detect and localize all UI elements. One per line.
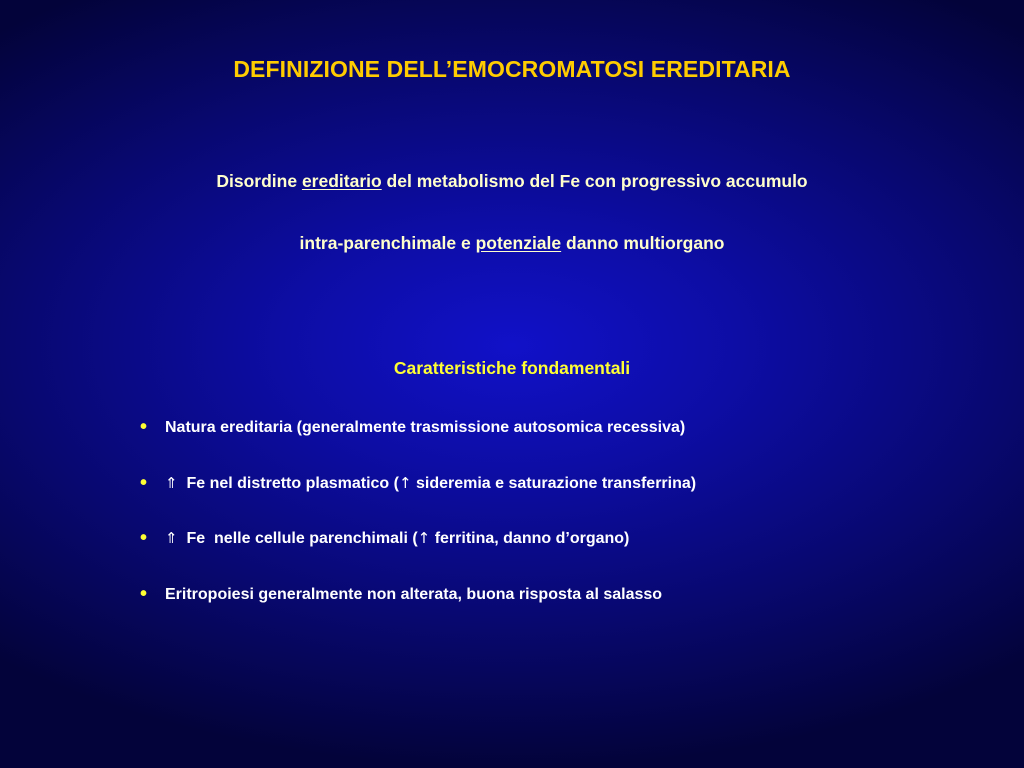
section-subtitle: Caratteristiche fondamentali [393, 358, 631, 378]
double-up-arrow-icon: ⇑ [165, 473, 178, 492]
bullet-text: ferritina, danno d’organo) [430, 530, 630, 547]
definition-line-2 [0, 233, 1024, 254]
definition-underlined-term: ereditario [301, 171, 382, 191]
up-arrow-icon: ↑ [417, 529, 431, 547]
characteristics-list [140, 416, 696, 638]
list-item [140, 583, 696, 639]
bullet-text: sideremia e saturazione transferrina) [411, 474, 697, 492]
bullet-icon: • [140, 527, 148, 549]
definition-text: Disordine [216, 171, 302, 191]
bullet-text: Fe nelle cellule parenchimali ( [177, 530, 418, 547]
bullet-icon: • [140, 582, 148, 605]
bullet-text: Natura ereditaria (generalmente trasmissione autosomica recessiva) [165, 419, 686, 436]
bullet-icon: • [140, 416, 148, 438]
bullet-text: Eritropoiesi generalmente non alterata, buona risposta al salasso [165, 585, 663, 603]
bullet-icon: • [140, 471, 148, 494]
slide-title: DEFINIZIONE DELL’EMOCROMATOSI EREDITARIA [233, 56, 791, 82]
list-item [140, 472, 696, 528]
definition-text: intra-parenchimale e [299, 233, 476, 253]
definition-underlined-term: potenziale [475, 233, 562, 253]
bullet-text: Fe nel distretto plasmatico ( [177, 474, 399, 492]
list-item [140, 416, 696, 472]
list-item [140, 527, 696, 583]
double-up-arrow-icon: ⇑ [165, 529, 178, 547]
up-arrow-icon: ↑ [398, 473, 412, 492]
definition-text: danno multiorgano [561, 233, 725, 253]
definition-text: del metabolismo del Fe con progressivo accumulo [381, 171, 808, 191]
definition-line-1 [0, 171, 1024, 192]
